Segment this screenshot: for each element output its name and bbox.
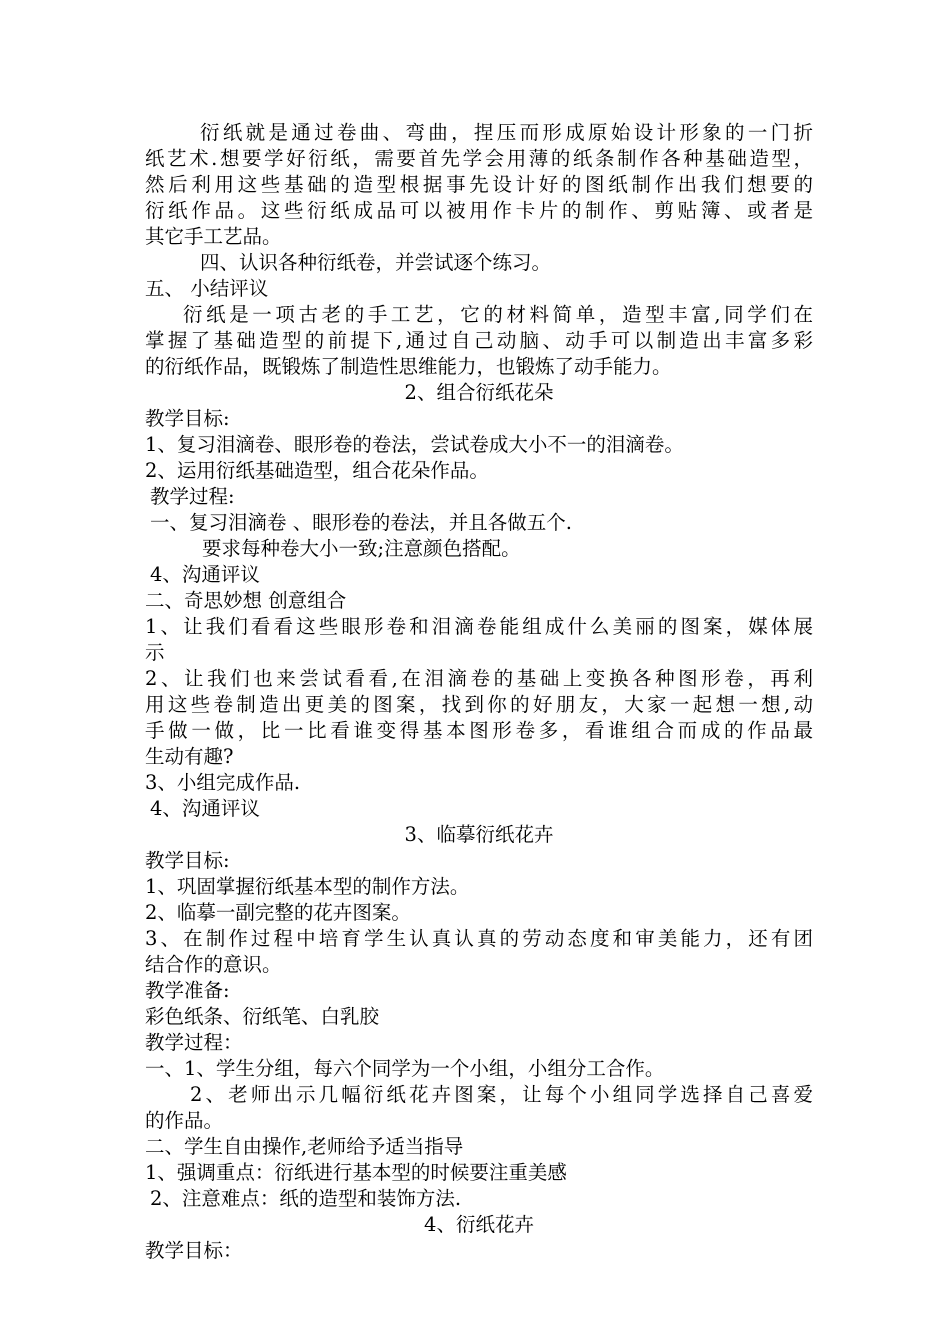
text-line: 1、让我们看看这些眼形卷和泪滴卷能组成什么美丽的图案，媒体展 [145, 615, 813, 638]
text-line: 四、认识各种衍纸卷，并尝试逐个练习。 [200, 251, 552, 274]
text-line: 要求每种卷大小一致;注意颜色搭配。 [202, 537, 521, 560]
text-line: 衍纸就是通过卷曲、弯曲，捏压而形成原始设计形象的一门折 [200, 121, 813, 144]
text-line: 教学准备: [145, 979, 230, 1002]
document-page [145, 120, 813, 1264]
text-line: 衍纸是一项古老的手工艺，它的材料简单，造型丰富,同学们在 [183, 303, 813, 326]
text-line: 2、注意难点：纸的造型和装饰方法. [150, 1187, 462, 1210]
text-line: 一、1、学生分组，每六个同学为一个小组，小组分工合作。 [145, 1057, 665, 1080]
text-line: 2、运用衍纸基础造型，组合花朵作品。 [145, 459, 489, 482]
text-line: 示 [145, 641, 165, 664]
text-line: 3、小组完成作品. [145, 771, 301, 794]
text-line: 其它手工艺品。 [145, 225, 282, 248]
text-line: 一、复习泪滴卷 、眼形卷的卷法，并且各做五个. [150, 511, 572, 534]
text-line: 3、在制作过程中培育学生认真认真的劳动态度和审美能力，还有团 [145, 927, 813, 950]
text-line: 纸艺术.想要学好衍纸，需要首先学会用薄的纸条制作各种基础造型， [145, 147, 813, 170]
text-line: 衍纸作品。这些衍纸成品可以被用作卡片的制作、剪贴簿、或者是 [145, 199, 813, 222]
text-line: 教学过程： [145, 1031, 243, 1054]
text-line: 2、临摹一副完整的花卉图案。 [145, 901, 411, 924]
text-line: 二、学生自由操作,老师给予适当指导 [145, 1135, 464, 1158]
text-line: 掌握了基础造型的前提下,通过自己动脑、动手可以制造出丰富多彩 [145, 329, 813, 352]
text-line: 的作品。 [145, 1109, 224, 1132]
text-line: 教学目标: [145, 849, 230, 872]
section-heading: 3、临摹衍纸花卉 [404, 823, 554, 846]
text-line: 五、 小结评议 [145, 277, 269, 300]
text-line: 生动有趣? [145, 745, 234, 768]
text-line: 1、巩固掌握衍纸基本型的制作方法。 [145, 875, 470, 898]
text-line: 2、老师出示几幅衍纸花卉图案，让每个小组同学选择自己喜爱 [190, 1083, 813, 1106]
text-line: 用这些卷制造出更美的图案，找到你的好朋友，大家一起想一想,动 [145, 693, 813, 716]
text-line: 彩色纸条、衍纸笔、白乳胶 [145, 1005, 380, 1028]
text-line: 结合作的意识。 [145, 953, 282, 976]
section-heading: 2、组合衍纸花朵 [404, 381, 554, 404]
text-line: 1、强调重点：衍纸进行基本型的时候要注重美感 [145, 1161, 567, 1184]
text-line: 手做一做，比一比看谁变得基本图形卷多，看谁组合而成的作品最 [145, 719, 813, 742]
text-line: 4、沟通评议 [150, 563, 260, 586]
text-line: 教学过程: [150, 485, 235, 508]
text-line: 4、沟通评议 [150, 797, 260, 820]
text-line: 1、复习泪滴卷、眼形卷的卷法，尝试卷成大小不一的泪滴卷。 [145, 433, 684, 456]
text-line: 然后利用这些基础的造型根据事先设计好的图纸制作出我们想要的 [145, 173, 813, 196]
section-heading: 4、衍纸花卉 [424, 1213, 534, 1236]
text-line: 的衍纸作品，既锻炼了制造性思维能力，也锻炼了动手能力。 [145, 355, 672, 378]
text-line: 2、让我们也来尝试看看,在泪滴卷的基础上变换各种图形卷，再利 [145, 667, 813, 690]
text-line: 教学目标： [145, 1239, 243, 1262]
text-line: 教学目标: [145, 407, 230, 430]
text-line: 二、奇思妙想 创意组合 [145, 589, 347, 612]
